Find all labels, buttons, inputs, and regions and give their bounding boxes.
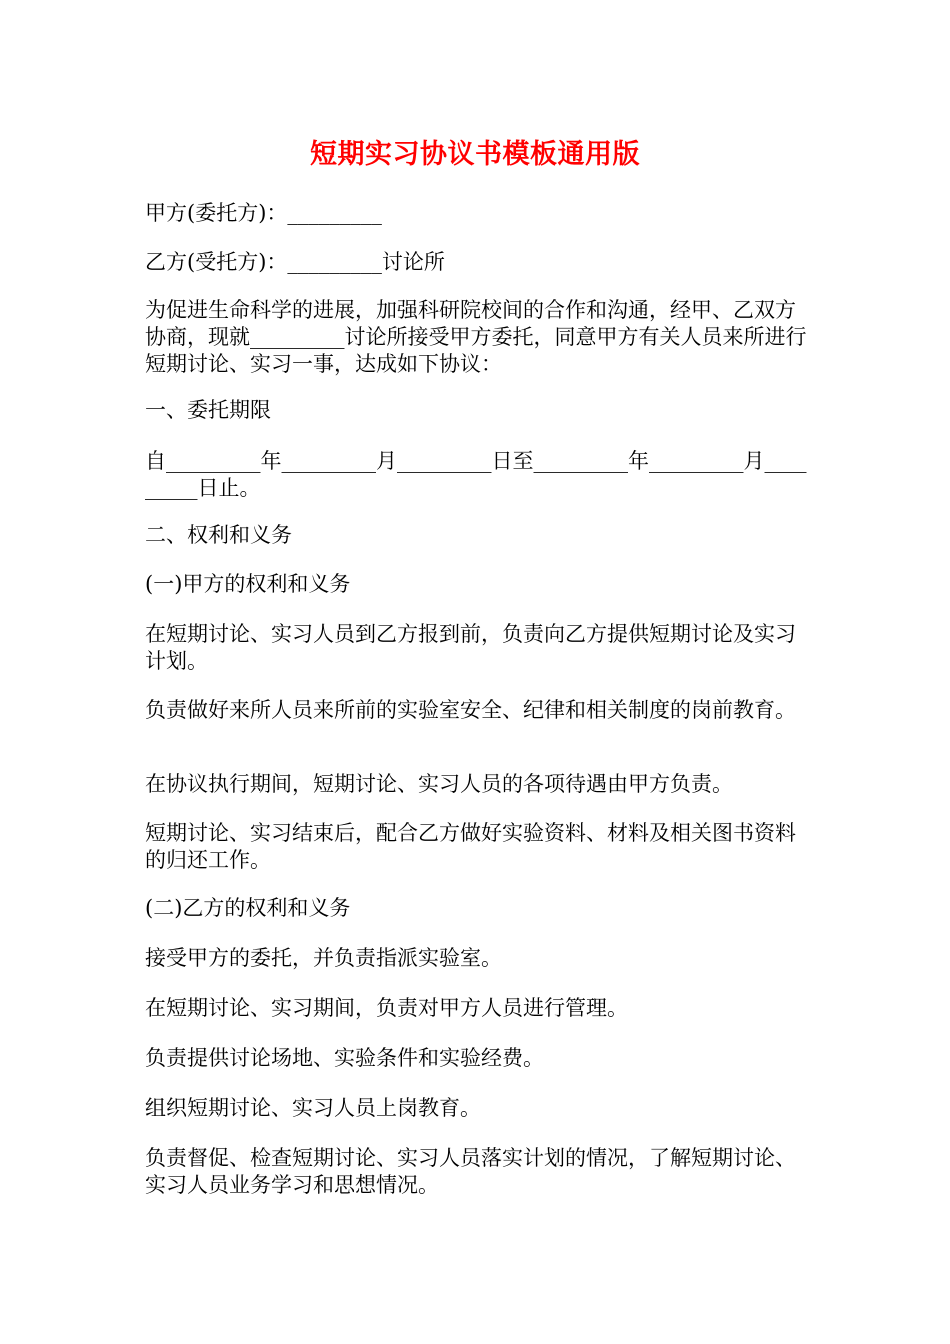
party-b-duty-2: 在短期讨论、实习期间，负责对甲方人员进行管理。 bbox=[145, 996, 628, 1020]
subsection-heading-party-a: (一)甲方的权利和义务 bbox=[145, 572, 351, 596]
party-a-duty-3: 在协议执行期间，短期讨论、实习人员的各项待遇由甲方负责。 bbox=[145, 772, 733, 796]
document-title: 短期实习协议书模板通用版 bbox=[310, 139, 640, 170]
preamble-paragraph: 为促进生命科学的进展，加强科研院校间的合作和沟通，经甲、乙双方协商，现就_________讨论所接受甲方委托，同意甲方有关人员来所进行短期讨论、实习一事，达成如下协议： bbox=[145, 298, 807, 376]
party-b-duty-3: 负责提供讨论场地、实验条件和实验经费。 bbox=[145, 1046, 544, 1070]
party-a-duty-2: 负责做好来所人员来所前的实验室安全、纪律和相关制度的岗前教育。 bbox=[145, 698, 796, 722]
term-period-paragraph: 自_________年_________月_________日至_________年_________月_________日止。 bbox=[145, 449, 807, 500]
section-heading-rights: 二、权利和义务 bbox=[145, 523, 292, 547]
party-a-duty-4: 短期讨论、实习结束后，配合乙方做好实验资料、材料及相关图书资料的归还工作。 bbox=[145, 821, 796, 872]
party-a-duty-1: 在短期讨论、实习人员到乙方报到前，负责向乙方提供短期讨论及实习计划。 bbox=[145, 622, 796, 673]
section-heading-term: 一、委托期限 bbox=[145, 398, 271, 422]
party-a-line: 甲方(委托方)：_________ bbox=[145, 201, 382, 225]
party-b-line: 乙方(受托方)：_________讨论所 bbox=[145, 250, 445, 274]
subsection-heading-party-b: (二)乙方的权利和义务 bbox=[145, 896, 351, 920]
party-b-duty-1: 接受甲方的委托，并负责指派实验室。 bbox=[145, 946, 502, 970]
party-b-duty-5: 负责督促、检查短期讨论、实习人员落实计划的情况，了解短期讨论、实习人员业务学习和思想情况。 bbox=[145, 1146, 796, 1197]
party-b-duty-4: 组织短期讨论、实习人员上岗教育。 bbox=[145, 1096, 481, 1120]
